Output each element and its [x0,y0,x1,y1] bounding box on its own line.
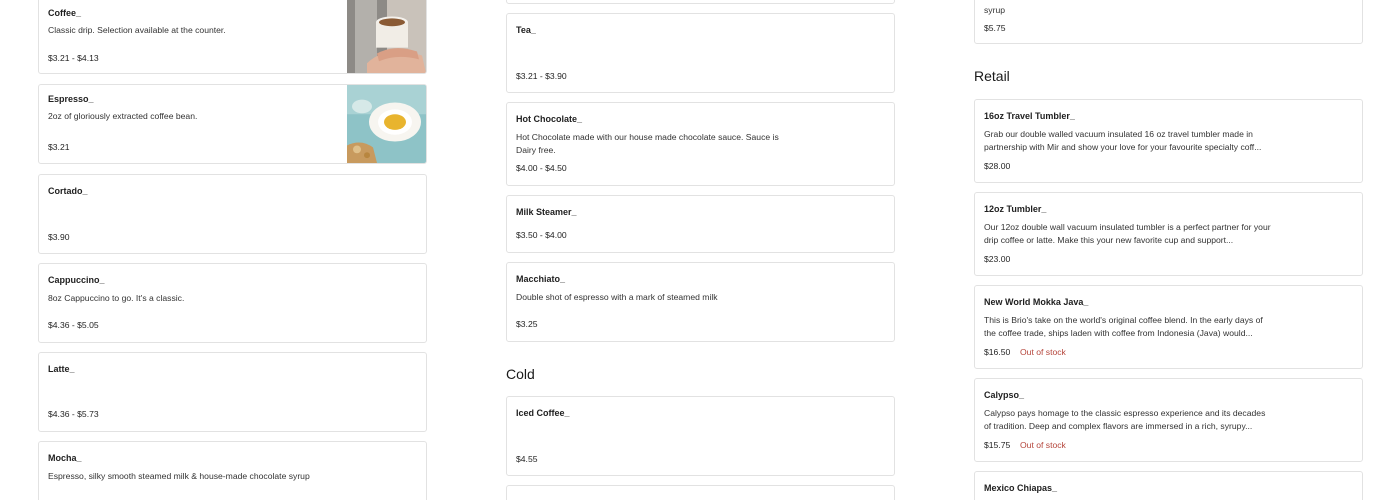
item-price: $23.00 [984,254,1011,264]
item-name: 16oz Travel Tumbler_ [984,111,1075,121]
coffee-photo [347,0,426,73]
item-price: $15.75 [984,440,1011,450]
item-price: $3.90 [48,232,70,242]
item-name: Latte_ [48,364,75,374]
retail-item-card[interactable] [974,378,1363,462]
menu-item-card[interactable] [38,441,427,500]
menu-item-card[interactable] [506,102,895,186]
item-price: $4.55 [516,454,538,464]
item-price: $4.36 - $5.73 [48,409,99,419]
item-description: 8oz Cappuccino to go. It's a classic. [48,293,185,303]
menu-item-card[interactable] [38,174,427,254]
retail-item-card[interactable] [974,192,1363,276]
item-name: Coffee_ [48,8,82,18]
item-price: $3.21 [48,142,70,152]
menu-item-card[interactable] [506,396,895,476]
item-description: Grab our double walled vacuum insulated 16 oz travel tumbler made in partnership with Mir and show your love for your favourite specialty coff... [984,129,1262,152]
item-price: $5.75 [984,23,1006,33]
item-name: Mocha_ [48,453,82,463]
item-price: $3.21 - $4.13 [48,53,99,63]
item-name: Macchiato_ [516,274,566,284]
menu-item-card[interactable] [506,195,895,253]
menu-item-card[interactable] [506,262,895,342]
menu-item-card[interactable] [506,13,895,93]
menu-item-card[interactable] [506,485,895,500]
item-name: Tea_ [516,25,536,35]
menu-item-card[interactable] [38,84,427,164]
item-description: Hot Chocolate made with our house made chocolate sauce. Sauce is Dairy free. [516,132,779,155]
item-price: $3.21 - $3.90 [516,71,567,81]
item-name: 12oz Tumbler_ [984,204,1047,214]
out-of-stock-label: Out of stock [1020,347,1066,357]
item-price: $4.36 - $5.05 [48,320,99,330]
section-heading-cold: Cold [506,366,535,382]
item-price: $4.00 - $4.50 [516,163,567,173]
item-price: $16.50 [984,347,1011,357]
item-name: New World Mokka Java_ [984,297,1089,307]
menu-item-card[interactable] [38,0,427,74]
item-name: Iced Coffee_ [516,408,570,418]
item-description: This is Brio's take on the world's original coffee blend. In the early days of the coffee trade, ships laden with coffee from Indonesia (Java) would... [984,315,1263,338]
item-description: Our 12oz double wall vacuum insulated tumbler is a perfect partner for your drip coffee or latte. Make this your new favorite cup and support... [984,222,1271,245]
item-name: Cortado_ [48,186,88,196]
item-name: Cappuccino_ [48,275,105,285]
retail-item-card[interactable] [974,285,1363,369]
item-price: $28.00 [984,161,1011,171]
item-name: Calypso_ [984,390,1025,400]
retail-item-card[interactable] [974,471,1363,500]
item-description: Espresso, silky smooth steamed milk & house-made chocolate syrup [48,471,310,481]
item-price: $3.25 [516,319,538,329]
menu-item-card[interactable] [506,0,895,4]
item-name: Espresso_ [48,94,94,104]
item-description: Calypso pays homage to the classic espresso experience and its decades of tradition. Deep and complex flavors are immersed in a rich, syrupy... [984,408,1266,431]
item-description: syrup [984,5,1006,15]
item-price: $3.50 - $4.00 [516,230,567,240]
section-heading-retail: Retail [974,68,1010,84]
retail-item-card[interactable] [974,99,1363,183]
item-name: Milk Steamer_ [516,207,577,217]
menu-item-card[interactable] [38,263,427,343]
item-description: 2oz of gloriously extracted coffee bean. [48,111,198,121]
espresso-photo [347,85,426,163]
item-name: Hot Chocolate_ [516,114,583,124]
menu-item-card[interactable] [38,352,427,432]
item-name: Mexico Chiapas_ [984,483,1058,493]
item-description: Classic drip. Selection available at the counter. [48,25,226,35]
menu-item-card[interactable] [974,0,1363,44]
out-of-stock-label: Out of stock [1020,440,1066,450]
item-description: Double shot of espresso with a mark of steamed milk [516,292,718,302]
